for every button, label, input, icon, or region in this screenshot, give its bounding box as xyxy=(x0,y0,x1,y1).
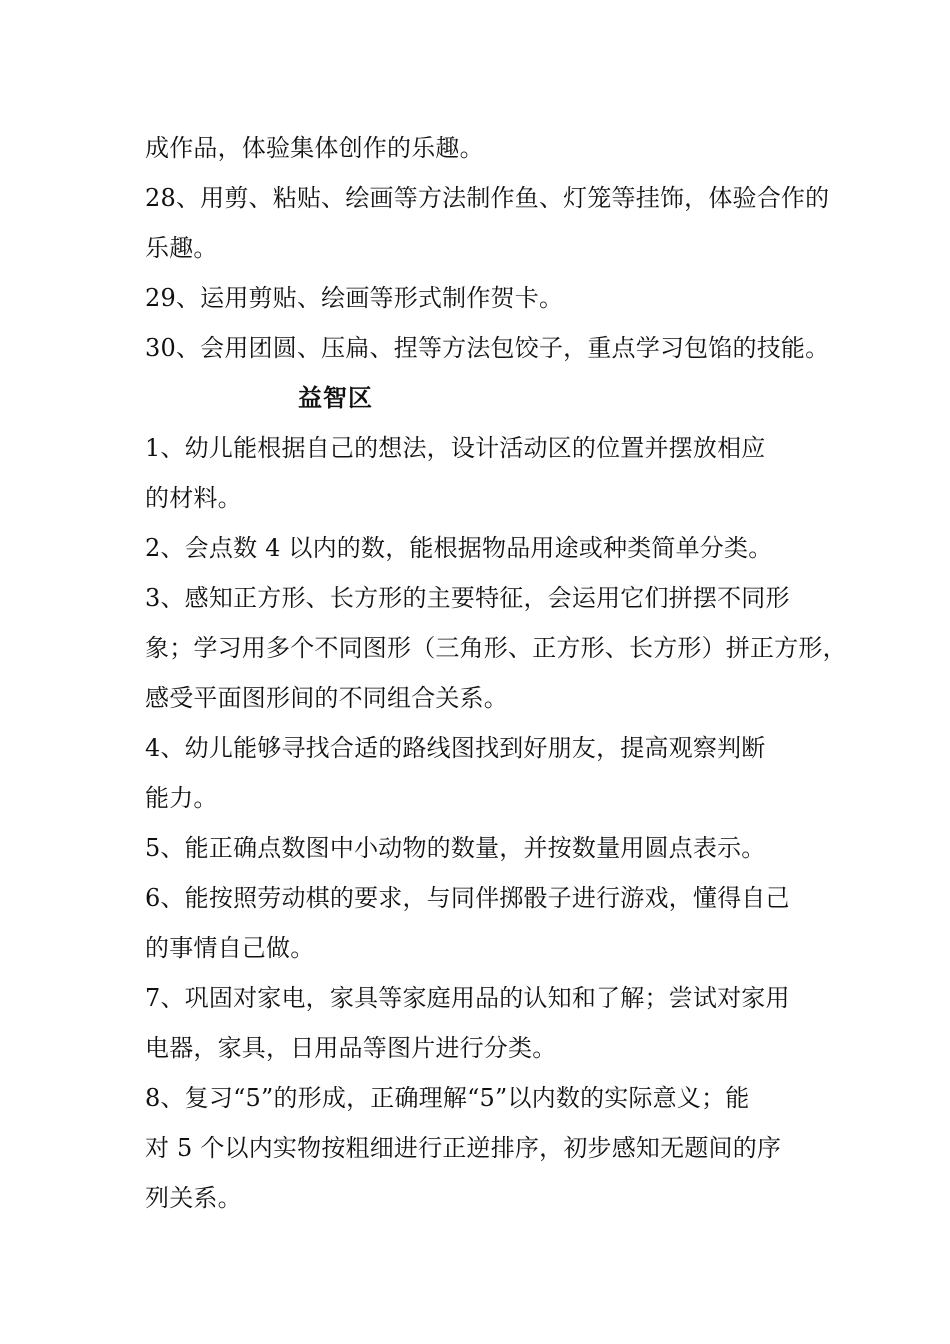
text-line: 6、能按照劳动棋的要求，与同伴掷骰子进行游戏，懂得自己 xyxy=(145,884,790,912)
text-line: 的材料。 xyxy=(145,484,242,512)
section-heading: 益智区 xyxy=(298,383,373,412)
text-line: 1、幼儿能根据自己的想法，设计活动区的位置并摆放相应 xyxy=(145,434,766,462)
text-line: 象；学习用多个不同图形（三角形、正方形、长方形）拼正方形， xyxy=(145,634,847,662)
text-line: 7、巩固对家电，家具等家庭用品的认知和了解；尝试对家用 xyxy=(145,984,790,1012)
text-line: 8、复习“5”的形成，正确理解“5”以内数的实际意义；能 xyxy=(145,1084,750,1112)
text-line: 的事情自己做。 xyxy=(145,934,315,962)
text-line: 29、运用剪贴、绘画等形式制作贺卡。 xyxy=(145,284,564,312)
text-line: 成作品，体验集体创作的乐趣。 xyxy=(145,134,484,162)
text-line: 3、感知正方形、长方形的主要特征，会运用它们拼摆不同形 xyxy=(145,584,790,612)
text-line: 5、能正确点数图中小动物的数量，并按数量用圆点表示。 xyxy=(145,834,766,862)
text-line: 对 5 个以内实物按粗细进行正逆排序，初步感知无题间的序 xyxy=(145,1134,782,1162)
text-line: 电器，家具，日用品等图片进行分类。 xyxy=(145,1034,557,1062)
text-line: 4、幼儿能够寻找合适的路线图找到好朋友，提高观察判断 xyxy=(145,734,766,762)
text-line: 乐趣。 xyxy=(145,234,218,262)
text-line: 28、用剪、粘贴、绘画等方法制作鱼、灯笼等挂饰，体验合作的 xyxy=(145,184,830,212)
text-line: 能力。 xyxy=(145,784,218,812)
text-line: 2、会点数 4 以内的数，能根据物品用途或种类简单分类。 xyxy=(145,534,773,562)
text-line: 30、会用团圆、压扁、捏等方法包饺子，重点学习包馅的技能。 xyxy=(145,334,830,362)
text-line: 感受平面图形间的不同组合关系。 xyxy=(145,684,508,712)
text-line: 列关系。 xyxy=(145,1184,242,1212)
